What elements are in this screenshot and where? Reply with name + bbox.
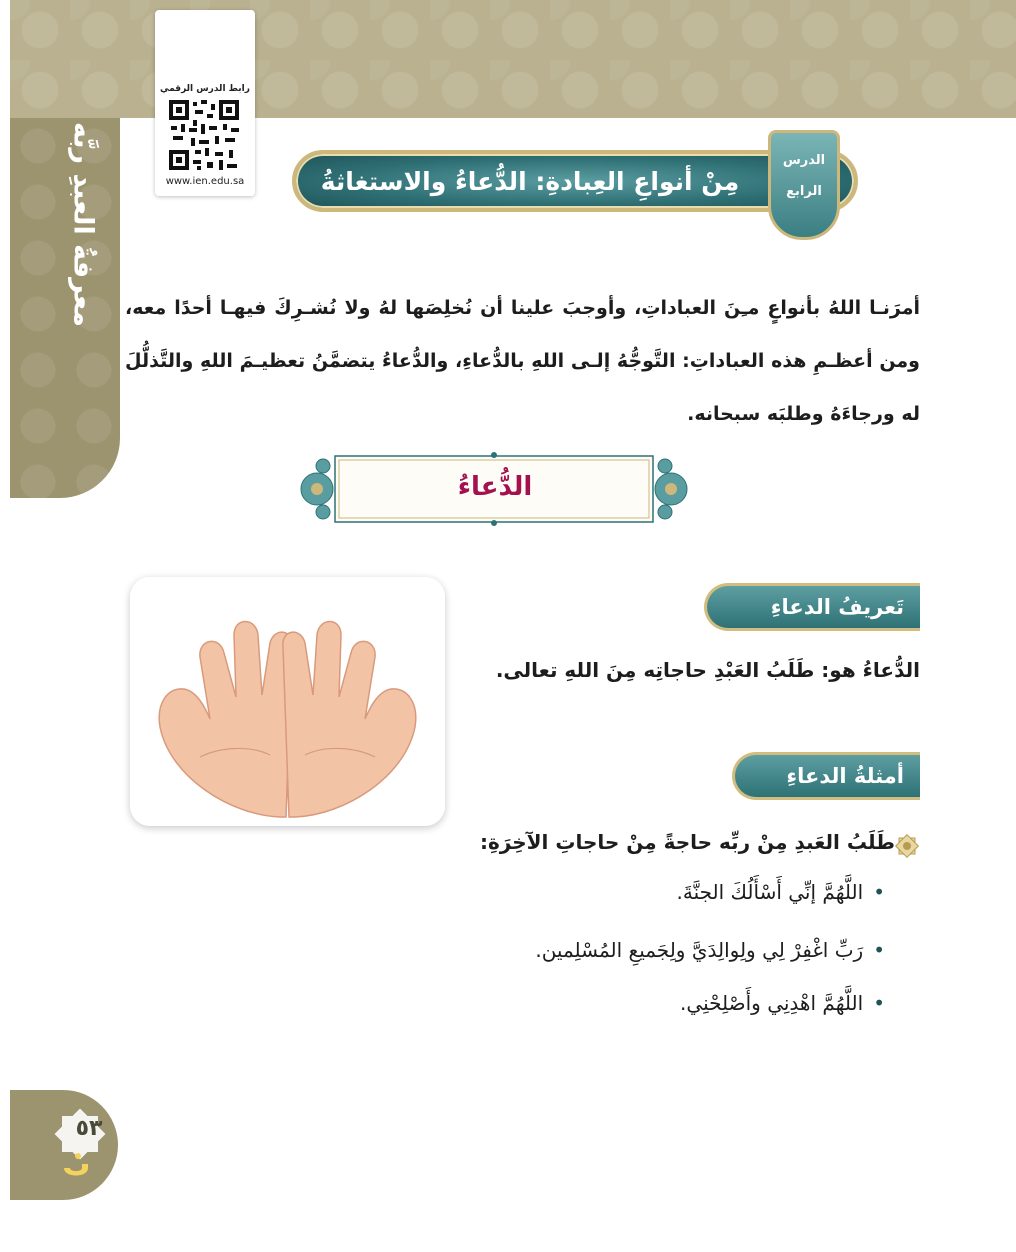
definition-section-tab: تَعريفُ الدعاءِ [704,583,920,631]
example-item: • اللَّهُمَّ اهْدِنِي وأَصْلِحْنِي. [420,991,885,1015]
examples-section-tab: أمثلةُ الدعاءِ [732,752,920,800]
lesson-title: مِنْ أنواعِ العِبادةِ: الدُّعاءُ والاستغاثةُ [320,166,740,196]
intro-paragraph: أمرَنـا اللهُ بأنواعٍ مـِنَ العباداتِ، وأوجبَ علينا أن نُخلِصَها لهُ ولا نُشـرِكَ فيهـا أحدًا معه، ومن أعظـمِ هذه العباداتِ: التَّوجُّهُ إلـى اللهِ بالدُّعاءِ، والدُّعاءُ يتضمَّنُ تعظيـمَ اللهِ والتَّذلُّلَ له ورجاءَهُ وطلبَه سبحانه. [125,297,920,425]
page-number: ٥٣ [75,1116,103,1141]
publisher-logo-icon [58,1148,94,1184]
qr-url[interactable]: www.ien.edu.sa [165,176,245,187]
example-item: • رَبِّ اغْفِرْ لِي ولِوالِدَيَّ ولِجَميعِ المُسْلِمين. [420,938,885,962]
section-title: الدُّعاءُ [457,472,533,502]
unit-title: معرفةُ العبدِ ربَّه [67,122,99,327]
octagram-star-icon [893,832,921,860]
lesson-number-tab [768,130,840,240]
qr-label: رابط الدرس الرقمي [160,84,250,94]
lesson-tab-word: الدرس [782,153,826,168]
qr-code-icon[interactable] [167,98,241,172]
praying-hands-icon [130,577,445,826]
digital-lesson-qr-card[interactable] [155,10,255,196]
example-item: • اللَّهُمَّ إنِّي أَسْأَلُكَ الجنَّةَ. [420,880,885,904]
praying-hands-image [130,577,445,826]
examples-heading: طَلَبُ العَبدِ مِنْ ربِّه حاجةً مِنْ حاجاتِ الآخِرَةِ: [479,830,895,854]
definition-text: الدُّعاءُ هو: طَلَبُ العَبْدِ حاجاتِه مِنَ اللهِ تعالى. [495,658,920,682]
lesson-tab-number: الرابع [786,184,822,199]
